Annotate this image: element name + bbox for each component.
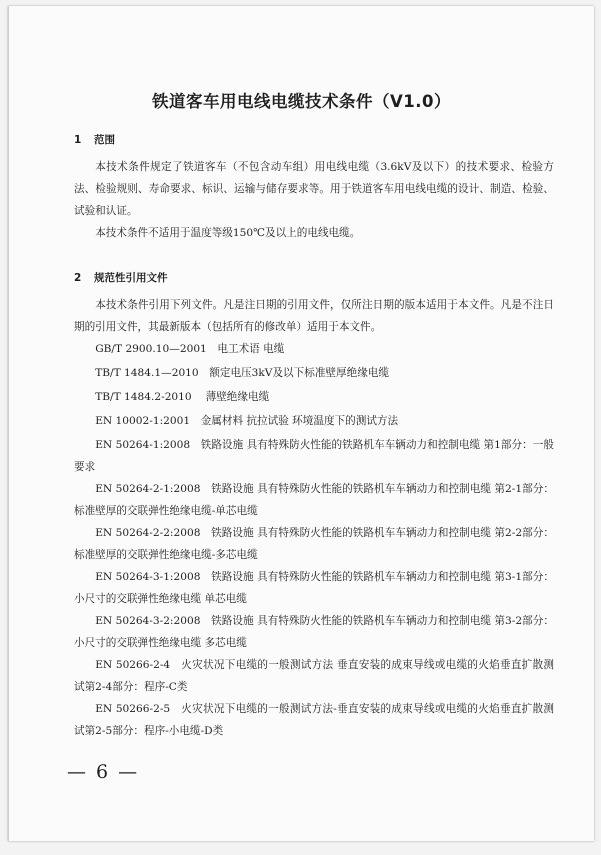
reference-item: EN 50264-2-2:2008 铁路设施 具有特殊防火性能的铁路机车车辆动力和控制电缆 第2-2部分：标准壁厚的交联弹性绝缘电缆-多芯电缆 [74,527,554,561]
reference-item: TB/T 1484.1—2010 额定电压3kV及以下标准壁厚绝缘电缆 [95,367,389,379]
reference-item: GB/T 2900.10—2001 电工术语 电缆 [95,343,285,355]
page-number: — 6 — [67,761,140,783]
reference-item: EN 50264-3-1:2008 铁路设施 具有特殊防火性能的铁路机车车辆动力和控制电缆 第3-1部分：小尺寸的交联弹性绝缘电缆 单芯电缆 [74,571,554,605]
reference-item: TB/T 1484.2-2010 薄壁绝缘电缆 [95,391,270,403]
references-intro-paragraph: 本技术条件引用下列文件。凡是注日期的引用文件，仅所注日期的版本适用于本文件。凡是不注日期的引用文件，其最新版本（包括所有的修改单）适用于本文件。 [74,299,554,333]
section-title: 规范性引用文件 [94,272,168,284]
section-number: 1 [74,134,82,146]
section-1-heading [74,132,115,147]
reference-item: EN 50266-2-5 火灾状况下电缆的一般测试方法-垂直安装的成束导线或电缆的火焰垂直扩散测试第2-5部分：程序-小电缆-D类 [74,703,554,737]
reference-item: EN 50266-2-4 火灾状况下电缆的一般测试方法 垂直安装的成束导线或电缆的火焰垂直扩散测试第2-4部分：程序-C类 [74,659,554,693]
section-title: 范围 [94,134,115,146]
document-title: 铁道客车用电线电缆技术条件（V1.0） [152,92,451,111]
reference-item: EN 10002-1:2001 金属材料 抗拉试验 环境温度下的测试方法 [95,415,399,427]
reference-item: EN 50264-1:2008 铁路设施 具有特殊防火性能的铁路机车车辆动力和控制电缆 第1部分：一般要求 [74,439,554,473]
scope-paragraph: 本技术条件规定了铁道客车（不包含动车组）用电线电缆（3.6kV及以下）的技术要求、检验方法、检验规则、寿命要求、标识、运输与储存要求等。用于铁道客车用电线电缆的设计、制造、检验、试验和认证。 [74,161,554,217]
reference-item: EN 50264-3-2:2008 铁路设施 具有特殊防火性能的铁路机车车辆动力和控制电缆 第3-2部分：小尺寸的交联弹性绝缘电缆 多芯电缆 [74,615,554,649]
reference-item: EN 50264-2-1:2008 铁路设施 具有特殊防火性能的铁路机车车辆动力和控制电缆 第2-1部分：标准壁厚的交联弹性绝缘电缆-单芯电缆 [74,483,554,517]
scope-exclusion-paragraph: 本技术条件不适用于温度等级150℃及以上的电线电缆。 [95,227,361,239]
section-2-heading [74,270,168,285]
section-number: 2 [74,272,82,284]
document-page [8,6,594,841]
